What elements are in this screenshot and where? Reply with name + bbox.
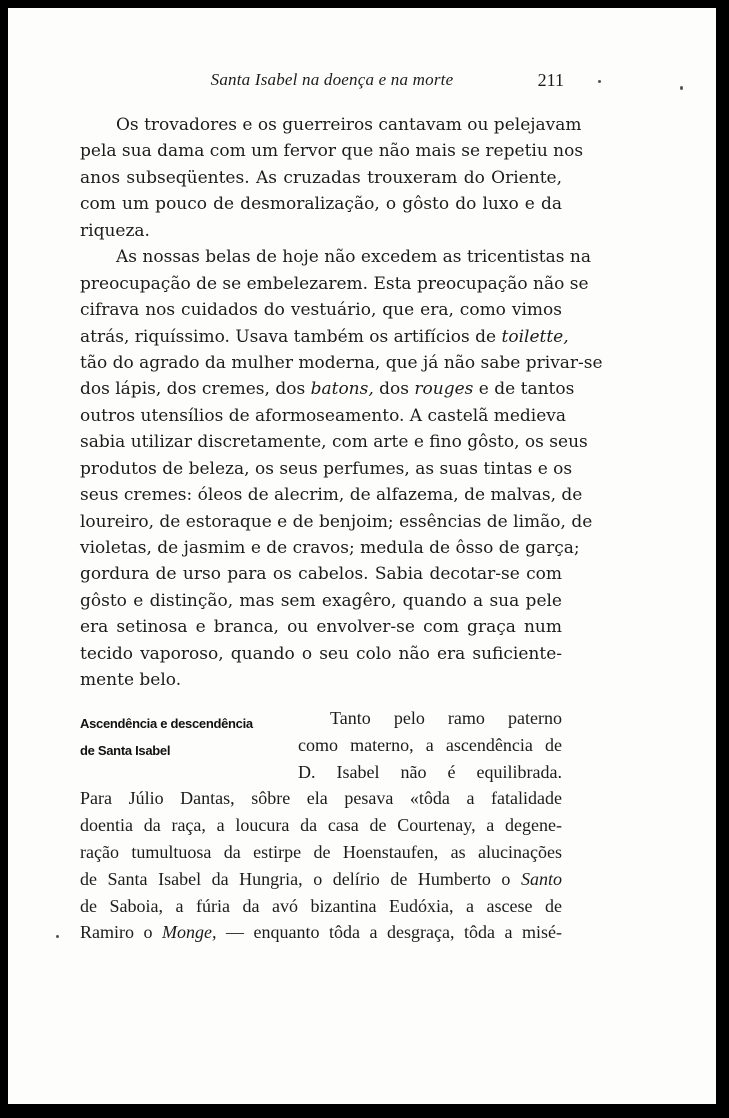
- italic-term: Monge,: [162, 922, 217, 943]
- page-number: 211: [537, 70, 564, 90]
- text-line: gordura de urso para os cabelos. Sabia decotar-se com: [80, 564, 562, 585]
- text-run: Ramiro o: [80, 922, 163, 943]
- text-line: As nossas belas de hoje não excedem as tricentistas na: [116, 247, 591, 268]
- text-line: Para Júlio Dantas, sôbre ela pesava «tôda a fatalidade: [80, 788, 562, 809]
- paragraph-continuation: [80, 785, 562, 946]
- italic-term: batons,: [310, 379, 374, 400]
- paragraph-2: [80, 244, 603, 693]
- text-line: outros utensílios de aformoseamento. A castelã medieva: [80, 405, 567, 426]
- text-line: violetas, de jasmim e de cravos; medula de ôsso de garça;: [80, 538, 580, 558]
- running-head: [80, 70, 564, 100]
- text-line: gôsto e distinção, mas sem exagêro, quando a sua pele: [80, 590, 562, 611]
- text-line: cifrava nos cuidados do vestuário, que era, como vimos: [80, 300, 562, 321]
- text-line: D. Isabel não é equilibrada.: [298, 761, 562, 782]
- text-run: e de tantos: [473, 379, 575, 400]
- text-line: anos subseqüentes. As cruzadas trouxeram do Oriente,: [80, 167, 562, 188]
- text-line: seus cremes: óleos de alecrim, de alfazema, de malvas, de: [80, 485, 583, 506]
- text-line: como materno, a ascendência de: [298, 734, 562, 755]
- text-line: [80, 324, 569, 350]
- text-line: sabia utilizar discretamente, com arte e fino gôsto, os seus: [80, 432, 588, 453]
- text-run: dos: [373, 379, 415, 400]
- text-line: [80, 866, 562, 893]
- text-run: — enquanto tôda a desgraça, tôda a misé-: [216, 922, 563, 943]
- print-speck: [598, 80, 601, 83]
- side-heading: [80, 711, 280, 765]
- text-run: atrás, riquíssimo. Usava também os artifícios de: [80, 326, 502, 347]
- text-line: mente belo.: [80, 670, 182, 691]
- print-speck: [56, 935, 59, 938]
- body-text: [80, 112, 603, 694]
- text-line: de Saboia, a fúria da avó bizantina Eudóxia, a ascese de: [80, 895, 562, 916]
- text-line: ração tumultuosa da estirpe de Hoenstaufen, as alucinações: [80, 841, 562, 862]
- text-run: de Santa Isabel da Hungria, o delírio de Humberto o: [80, 868, 521, 889]
- text-line: era setinosa e branca, ou envolver-se com graça num: [80, 617, 562, 638]
- text-line: produtos de beleza, os seus perfumes, as suas tintas e os: [80, 458, 573, 479]
- text-run: dos lápis, dos cremes, dos: [80, 379, 311, 400]
- text-line: com um pouco de desmoralização, o gôsto do luxo e da: [80, 194, 562, 215]
- paragraph-1: [80, 112, 584, 244]
- side-heading-line: de Santa Isabel: [80, 742, 171, 758]
- italic-term: rouges: [414, 379, 474, 400]
- side-heading-line: Ascendência e descendência: [80, 716, 253, 731]
- print-speck: [680, 86, 683, 90]
- text-line: Os trovadores e os guerreiros cantavam ou pelejavam: [116, 115, 582, 135]
- text-line: [80, 919, 562, 946]
- text-line: riqueza.: [80, 220, 150, 241]
- running-title: Santa Isabel na doença e na morte: [210, 70, 454, 89]
- italic-term: Santo: [520, 868, 562, 889]
- wrapped-paragraph-start: [298, 705, 562, 785]
- book-page: [8, 8, 716, 1104]
- text-line: Tanto pelo ramo paterno: [330, 708, 562, 728]
- italic-term: toilette,: [501, 326, 569, 347]
- text-line: doentia da raça, a loucura da casa de Courtenay, a degene-: [80, 815, 562, 836]
- text-line: tão do agrado da mulher moderna, que já não sabe privar-se: [80, 352, 603, 373]
- text-line: loureiro, de estoraque e de benjoim; essências de limão, de: [80, 511, 593, 532]
- text-line: [80, 376, 575, 402]
- text-line: pela sua dama com um fervor que não mais se repetiu nos: [80, 141, 584, 162]
- text-line: preocupação de se embelezarem. Esta preocupação não se: [80, 273, 589, 294]
- text-line: tecido vaporoso, quando o seu colo não era suficiente-: [80, 643, 562, 664]
